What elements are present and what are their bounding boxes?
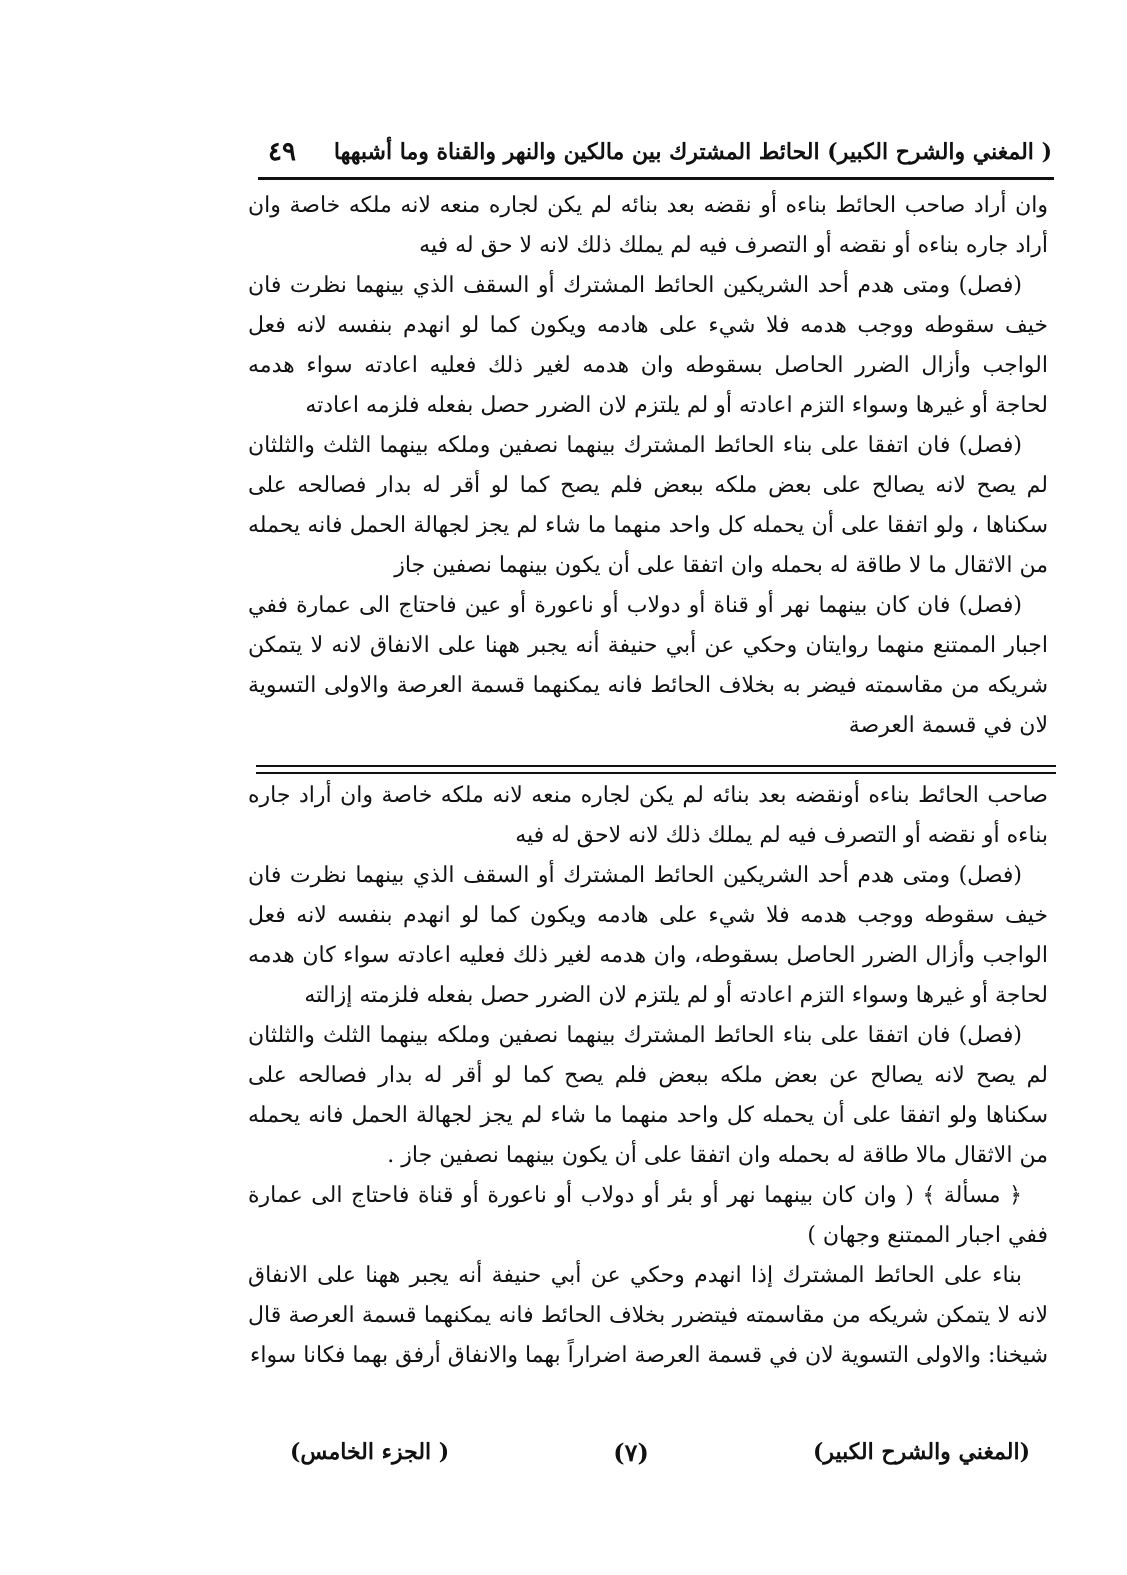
section-divider (256, 765, 1056, 774)
running-title: ( المغني والشرح الكبير) الحائط المشترك بين مالكين والنهر والقناة وما أشبهها (333, 139, 1052, 165)
upper-text-block (248, 186, 1048, 746)
upper-paragraph-2: (فصل) ومتى هدم أحد الشريكين الحائط المشترك أو السقف الذي بينهما نظرت فان خيف سقوطه ووجب هدمه فلا شيء على هادمه ويكون كما لو انهدم بنفسه لانه فعل الواجب وأزال الضرر الحاصل بسقوطه وان هدمه لغير ذلك فعليه اعادته سواء هدمه لحاجة أو غيرها وسواء التزم اعادته أو لم يلتزم لان الضرر حصل بفعله فلزمه اعادته (248, 273, 1048, 418)
upper-paragraph-4: (فصل) فان كان بينهما نهر أو قناة أو دولاب أو ناعورة أو عين فاحتاج الى عمارة ففي اجبار الممتنع منهما روايتان وحكي عن أبي حنيفة أنه يجبر ههنا على الانفاق لانه لا يتمكن شريكه من مقاسمته فيضر به بخلاف الحائط فانه يمكنهما قسمة العرصة والاولى التسوية لان في قسمة العرصة (248, 593, 1048, 738)
footer-volume: ( الجزء الخامس) (290, 1439, 450, 1465)
lower-text-block (248, 776, 1048, 1376)
lower-paragraph-3: (فصل) فان اتفقا على بناء الحائط المشترك بينهما نصفين وملكه بينهما الثلث والثلثان لم يصح لانه يصالح عن بعض ملكه ببعض فلم يصح كما لو أقر له بدار فصالحه على سكناها ولو اتفقا على أن يحمله كل واحد منهما ما شاء لم يجز لجهالة الحمل فانه يحمله من الاثقال مالا طاقة له بحمله وان اتفقا على أن يكون بينهما نصفين جاز . (248, 1023, 1048, 1168)
page-header (262, 130, 1052, 174)
lower-paragraph-2: (فصل) ومتى هدم أحد الشريكين الحائط المشترك أو السقف الذي بينهما نظرت فان خيف سقوطه ووجب هدمه فلا شيء على هادمه ويكون كما لو انهدم بنفسه لانه فعل الواجب وأزال الضرر الحاصل بسقوطه، وان هدمه لغير ذلك فعليه اعادته سواء كان هدمه لحاجة أو غيرها وسواء التزم اعادته أو لم يلتزم لان الضرر حصل بفعله فلزمته إزالته (248, 863, 1048, 1008)
footer-book-title: (المغني والشرح الكبير) (812, 1439, 1030, 1465)
page-footer (290, 1432, 1030, 1472)
lower-paragraph-5: بناء على الحائط المشترك إذا انهدم وحكي عن أبي حنيفة أنه يجبر ههنا على الانفاق لانه لا يتمكن شريكه من مقاسمته فيتضرر بخلاف الحائط فانه يمكنهما قسمة العرصة قال شيخنا: والاولى التسوية لان في قسمة العرصة اضراراً بهما والانفاق أرفق بهما فكانا سواء (248, 1263, 1048, 1368)
lower-paragraph-4: ﴿ مسألة ﴾ ( وان كان بينهما نهر أو بئر أو دولاب أو ناعورة أو قناة فاحتاج الى عمارة ففي اجبار الممتنع وجهان ) (248, 1183, 1048, 1248)
lower-paragraph-1: صاحب الحائط بناءه أونقضه بعد بنائه لم يكن لجاره منعه لانه ملكه خاصة وان أراد جاره بناءه أو نقضه أو التصرف فيه لم يملك ذلك لانه لاحق له فيه (248, 783, 1048, 848)
upper-paragraph-1: وان أراد صاحب الحائط بناءه أو نقضه بعد بنائه لم يكن لجاره منعه لانه ملكه خاصة وان أراد جاره بناءه أو نقضه أو التصرف فيه لم يملك ذلك لانه لا حق له فيه (248, 193, 1048, 258)
page-number: ٤٩ (268, 137, 296, 167)
header-rule (258, 177, 1054, 180)
footer-signature-number: (٧) (613, 1437, 649, 1467)
upper-paragraph-3: (فصل) فان اتفقا على بناء الحائط المشترك بينهما نصفين وملكه بينهما الثلث والثلثان لم يصح لانه يصالح على بعض ملكه ببعض فلم يصح كما لو أقر له بدار فصالحه على سكناها ، ولو اتفقا على أن يحمله كل واحد منهما ما شاء لم يجز لجهالة الحمل فانه يحمله من الاثقال ما لا طاقة له بحمله وان اتفقا على أن يكون بينهما نصفين جاز (248, 433, 1048, 578)
